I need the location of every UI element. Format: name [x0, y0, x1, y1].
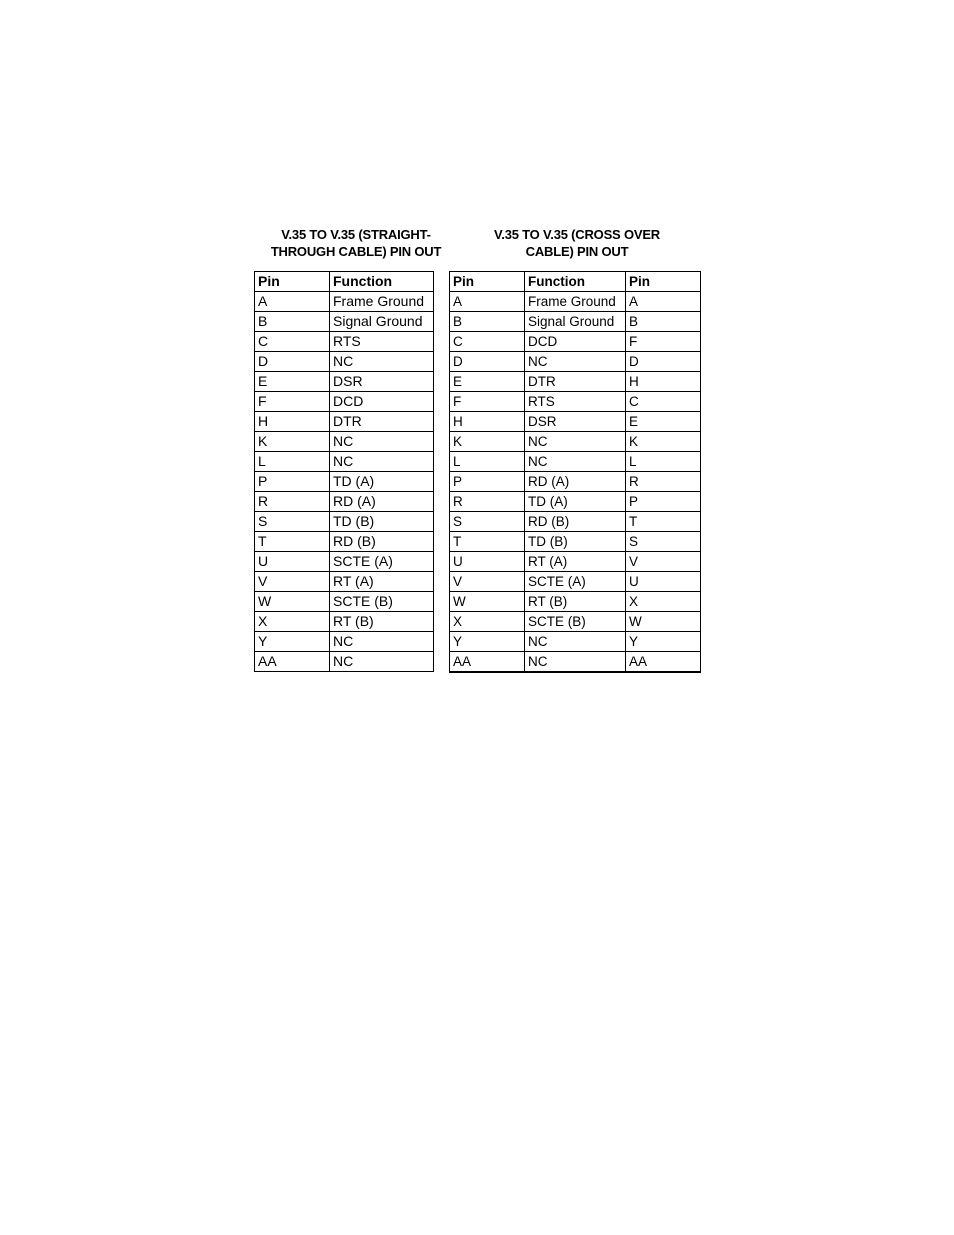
pin-cell: K	[255, 432, 330, 452]
function-cell: Signal Ground	[330, 312, 434, 332]
table-row	[255, 592, 434, 612]
table-row	[255, 432, 434, 452]
function-cell: Signal Ground	[525, 312, 626, 332]
function-cell: RTS	[330, 332, 434, 352]
pin-cell: F	[255, 392, 330, 412]
function-cell: TD (A)	[525, 492, 626, 512]
table-row	[450, 652, 701, 673]
pin-cell: W	[450, 592, 525, 612]
function-cell: SCTE (A)	[330, 552, 434, 572]
dest-pin-cell: AA	[626, 652, 701, 673]
table-header-row	[255, 272, 434, 292]
table-row	[255, 392, 434, 412]
table-row	[450, 312, 701, 332]
pin-cell: Y	[255, 632, 330, 652]
table-row	[450, 492, 701, 512]
function-cell: TD (B)	[525, 532, 626, 552]
dest-pin-cell: P	[626, 492, 701, 512]
pin-cell: AA	[255, 652, 330, 672]
function-cell: Frame Ground	[330, 292, 434, 312]
table-row	[255, 652, 434, 672]
table-row	[255, 572, 434, 592]
dest-pin-cell: R	[626, 472, 701, 492]
function-cell: DTR	[525, 372, 626, 392]
header-pin: Pin	[450, 272, 525, 292]
function-cell: RT (A)	[525, 552, 626, 572]
pin-cell: H	[255, 412, 330, 432]
dest-pin-cell: C	[626, 392, 701, 412]
table-row	[450, 512, 701, 532]
header-dest-pin: Pin	[626, 272, 701, 292]
function-cell: NC	[330, 452, 434, 472]
pin-cell: D	[450, 352, 525, 372]
pin-cell: X	[450, 612, 525, 632]
function-cell: RT (B)	[330, 612, 434, 632]
function-cell: DSR	[525, 412, 626, 432]
header-pin: Pin	[255, 272, 330, 292]
function-cell: DCD	[330, 392, 434, 412]
function-cell: NC	[525, 452, 626, 472]
function-cell: NC	[330, 432, 434, 452]
table-row	[255, 492, 434, 512]
function-cell: SCTE (B)	[525, 612, 626, 632]
pin-cell: R	[255, 492, 330, 512]
function-cell: NC	[330, 652, 434, 672]
function-cell: RT (B)	[525, 592, 626, 612]
function-cell: NC	[525, 632, 626, 652]
straight-through-table-title: V.35 TO V.35 (STRAIGHT- THROUGH CABLE) PIN OUT	[270, 227, 442, 259]
pin-cell: E	[255, 372, 330, 392]
pin-cell: Y	[450, 632, 525, 652]
cross-over-table-title: V.35 TO V.35 (CROSS OVER CABLE) PIN OUT	[494, 227, 660, 259]
pin-cell: A	[450, 292, 525, 312]
dest-pin-cell: V	[626, 552, 701, 572]
table-row	[255, 452, 434, 472]
function-cell: DSR	[330, 372, 434, 392]
dest-pin-cell: S	[626, 532, 701, 552]
pin-cell: U	[450, 552, 525, 572]
function-cell: NC	[525, 432, 626, 452]
function-cell: RT (A)	[330, 572, 434, 592]
function-cell: TD (B)	[330, 512, 434, 532]
pin-cell: P	[255, 472, 330, 492]
dest-pin-cell: W	[626, 612, 701, 632]
function-cell: NC	[330, 352, 434, 372]
pin-cell: B	[255, 312, 330, 332]
function-cell: RD (B)	[525, 512, 626, 532]
pin-cell: H	[450, 412, 525, 432]
pin-cell: L	[255, 452, 330, 472]
dest-pin-cell: Y	[626, 632, 701, 652]
dest-pin-cell: F	[626, 332, 701, 352]
pin-cell: L	[450, 452, 525, 472]
table-row	[450, 592, 701, 612]
function-cell: Frame Ground	[525, 292, 626, 312]
table-header-row	[450, 272, 701, 292]
function-cell: TD (A)	[330, 472, 434, 492]
table-row	[450, 412, 701, 432]
table-row	[255, 472, 434, 492]
function-cell: SCTE (B)	[330, 592, 434, 612]
pin-cell: X	[255, 612, 330, 632]
table-row	[255, 552, 434, 572]
table-row	[255, 372, 434, 392]
pin-cell: AA	[450, 652, 525, 673]
function-cell: RD (A)	[525, 472, 626, 492]
table-row	[450, 612, 701, 632]
pin-cell: T	[255, 532, 330, 552]
table-row	[450, 572, 701, 592]
function-cell: RD (A)	[330, 492, 434, 512]
table-row	[450, 632, 701, 652]
table-row	[255, 412, 434, 432]
table-row	[255, 292, 434, 312]
pin-cell: P	[450, 472, 525, 492]
pin-cell: S	[255, 512, 330, 532]
pin-cell: C	[450, 332, 525, 352]
function-cell: DTR	[330, 412, 434, 432]
dest-pin-cell: H	[626, 372, 701, 392]
function-cell: NC	[525, 352, 626, 372]
table-row	[255, 332, 434, 352]
pin-cell: V	[255, 572, 330, 592]
pin-cell: U	[255, 552, 330, 572]
pin-cell: K	[450, 432, 525, 452]
table-row	[255, 532, 434, 552]
dest-pin-cell: B	[626, 312, 701, 332]
pin-cell: V	[450, 572, 525, 592]
table-row	[450, 292, 701, 312]
table-row	[255, 632, 434, 652]
pin-cell: F	[450, 392, 525, 412]
table-row	[450, 432, 701, 452]
pin-cell: B	[450, 312, 525, 332]
function-cell: NC	[525, 652, 626, 673]
cross-over-pinout-table	[449, 271, 701, 673]
table-row	[255, 352, 434, 372]
pin-cell: D	[255, 352, 330, 372]
dest-pin-cell: E	[626, 412, 701, 432]
pin-cell: T	[450, 532, 525, 552]
table-row	[255, 612, 434, 632]
dest-pin-cell: X	[626, 592, 701, 612]
table-row	[450, 552, 701, 572]
header-function: Function	[330, 272, 434, 292]
table-row	[450, 352, 701, 372]
table-row	[450, 452, 701, 472]
pin-cell: C	[255, 332, 330, 352]
pin-cell: S	[450, 512, 525, 532]
table-row	[255, 312, 434, 332]
pin-cell: W	[255, 592, 330, 612]
function-cell: SCTE (A)	[525, 572, 626, 592]
pin-cell: A	[255, 292, 330, 312]
function-cell: NC	[330, 632, 434, 652]
header-function: Function	[525, 272, 626, 292]
table-row	[450, 392, 701, 412]
table-row	[450, 372, 701, 392]
table-row	[450, 532, 701, 552]
table-row	[255, 512, 434, 532]
pin-cell: R	[450, 492, 525, 512]
function-cell: RTS	[525, 392, 626, 412]
dest-pin-cell: L	[626, 452, 701, 472]
dest-pin-cell: T	[626, 512, 701, 532]
function-cell: DCD	[525, 332, 626, 352]
table-row	[450, 332, 701, 352]
dest-pin-cell: U	[626, 572, 701, 592]
pin-cell: E	[450, 372, 525, 392]
dest-pin-cell: A	[626, 292, 701, 312]
function-cell: RD (B)	[330, 532, 434, 552]
straight-through-pinout-table	[254, 271, 434, 672]
dest-pin-cell: K	[626, 432, 701, 452]
dest-pin-cell: D	[626, 352, 701, 372]
table-row	[450, 472, 701, 492]
